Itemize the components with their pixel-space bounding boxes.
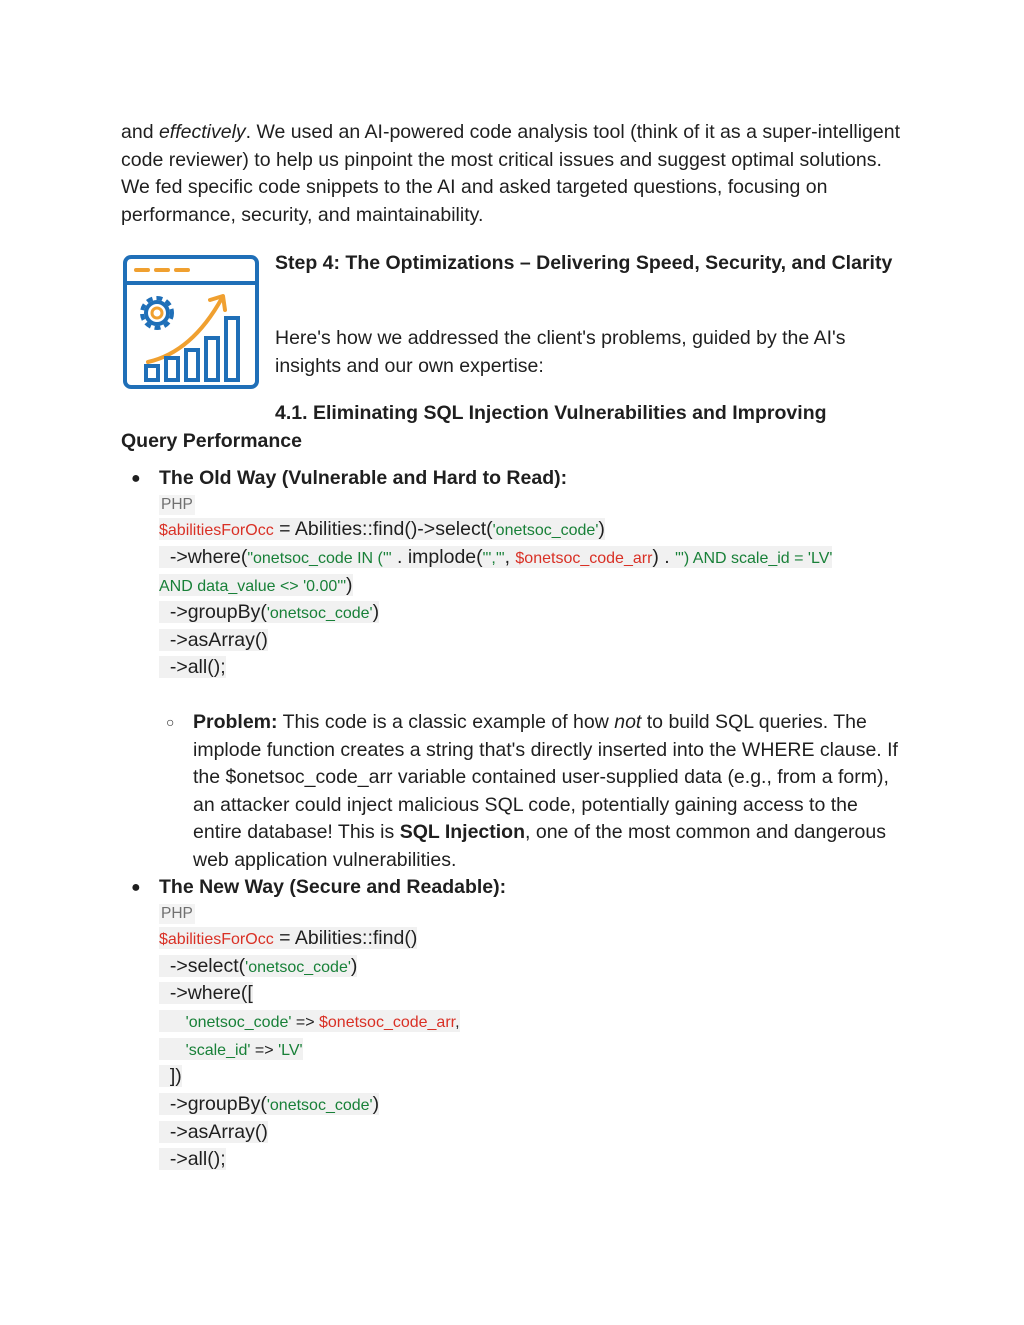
problem-text: This code is a classic example of how bbox=[277, 711, 615, 733]
step-text: Here's how we addressed the client's problems, guided by the AI's insights and our own expertise: bbox=[275, 327, 846, 377]
problem-label: Problem: bbox=[193, 711, 278, 733]
code-text: ->all(); bbox=[159, 656, 226, 678]
old-code-line-5 bbox=[159, 628, 268, 652]
code-text: ) bbox=[598, 518, 605, 540]
code-text: ->where([ bbox=[159, 982, 253, 1004]
code-variable: $abilitiesForOcc bbox=[159, 522, 274, 539]
code-text: ->groupBy( bbox=[159, 1093, 267, 1115]
new-code-line-2 bbox=[159, 954, 357, 980]
code-variable: $onetsoc_code_arr bbox=[319, 1014, 456, 1031]
code-string: 'onetsoc_code' bbox=[266, 605, 373, 622]
code-text: ) . bbox=[652, 546, 676, 568]
new-code-line-3 bbox=[159, 981, 253, 1005]
code-text: ->select( bbox=[159, 955, 246, 977]
code-string: 'LV' bbox=[278, 1042, 303, 1059]
bullet-new-way: ● bbox=[131, 879, 141, 896]
new-code-language: PHP bbox=[161, 905, 193, 922]
code-text: = Abilities::find() bbox=[273, 927, 418, 949]
problem-paragraph bbox=[193, 709, 908, 875]
intro-text-rest: . We used an AI-powered code analysis tool (think of it as a super-intelligent code reviewer) to help us pinpoint the most critical issues and suggest optimal solutions. We fed specific code snippets to the AI and asked targeted questions, focusing on performance, security, and maintainability. bbox=[121, 121, 900, 226]
old-code-language: PHP bbox=[161, 496, 193, 513]
code-text: ) bbox=[346, 574, 353, 596]
new-code-line-1 bbox=[159, 926, 417, 952]
section-heading-line2: Query Performance bbox=[121, 429, 302, 452]
code-text: , bbox=[504, 546, 516, 568]
analytics-growth-icon bbox=[122, 254, 260, 390]
old-code-line-4 bbox=[159, 600, 379, 626]
code-string: "','" bbox=[482, 550, 505, 567]
code-string: 'onetsoc_code' bbox=[266, 1097, 373, 1114]
code-text: ->asArray() bbox=[159, 629, 268, 651]
new-code-line-5 bbox=[159, 1037, 303, 1063]
code-string: "') AND scale_id = 'LV' bbox=[675, 550, 833, 567]
code-text: ]) bbox=[159, 1065, 182, 1087]
code-string: 'onetsoc_code' bbox=[185, 1014, 292, 1031]
code-text: ->asArray() bbox=[159, 1121, 268, 1143]
code-string: AND data_value <> '0.00'" bbox=[159, 578, 347, 595]
new-code-line-4 bbox=[159, 1009, 460, 1035]
code-text: ->all(); bbox=[159, 1148, 226, 1170]
problem-text: , one of the most common and dangerous web application vulnerabilities. bbox=[193, 821, 886, 871]
code-text: => bbox=[250, 1042, 279, 1059]
intro-emphasis: effectively bbox=[158, 121, 246, 143]
sub-bullet-problem: ○ bbox=[166, 714, 175, 730]
new-code-line-8 bbox=[159, 1120, 268, 1144]
code-text: ->where( bbox=[159, 546, 248, 568]
code-text: ) bbox=[372, 1093, 380, 1115]
code-string: "onetsoc_code IN ('" bbox=[247, 550, 392, 567]
old-code-line-3 bbox=[159, 573, 353, 599]
section-heading bbox=[121, 400, 911, 455]
code-string: 'onetsoc_code' bbox=[245, 959, 351, 976]
problem-text: to build SQL queries. The implode function creates a string that's directly inserted into the WHERE clause. If the $onetsoc_code_arr variable contained user-supplied data (e.g., from a form), an attacker could inject malicious SQL code, potentially gaining access to the entire database! This is bbox=[193, 711, 898, 844]
bullet-old-way: ● bbox=[131, 470, 141, 487]
step-heading: Step 4: The Optimizations – Delivering Speed, Security, and Clarity bbox=[275, 252, 893, 274]
code-string: 'onetsoc_code' bbox=[492, 522, 599, 539]
code-variable: $onetsoc_code_arr bbox=[515, 550, 653, 567]
code-text: . implode( bbox=[391, 546, 483, 568]
section-heading-line1: 4.1. Eliminating SQL Injection Vulnerabilities and Improving bbox=[275, 402, 827, 424]
new-code-line-7 bbox=[159, 1092, 379, 1118]
old-way-label: The Old Way (Vulnerable and Hard to Read): bbox=[159, 467, 568, 489]
old-code-line-6 bbox=[159, 655, 226, 679]
code-string: 'scale_id' bbox=[185, 1042, 251, 1059]
code-text: => bbox=[291, 1014, 319, 1031]
code-text: , bbox=[455, 1014, 460, 1031]
code-text: ->groupBy( bbox=[159, 601, 267, 623]
problem-strong: SQL Injection bbox=[399, 821, 526, 844]
intro-paragraph bbox=[121, 119, 911, 229]
code-text: ) bbox=[372, 601, 380, 623]
old-code-line-1 bbox=[159, 517, 605, 543]
intro-text-start: and bbox=[121, 121, 159, 143]
old-code-line-2 bbox=[159, 545, 832, 571]
code-variable: $abilitiesForOcc bbox=[159, 931, 274, 948]
new-way-label: The New Way (Secure and Readable): bbox=[159, 876, 507, 898]
code-text: ) bbox=[350, 955, 358, 977]
problem-emphasis: not bbox=[614, 711, 642, 733]
new-code-line-6 bbox=[159, 1064, 182, 1088]
new-code-line-9 bbox=[159, 1147, 226, 1171]
code-text: = Abilities::find()->select( bbox=[273, 518, 493, 540]
